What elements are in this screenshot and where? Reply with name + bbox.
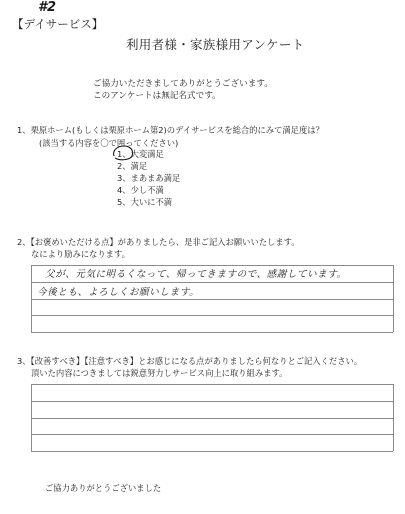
intro-line-2: このアンケートは無記名式です。 bbox=[93, 91, 221, 101]
q1-option-3[interactable]: 3、まあまあ満足 bbox=[117, 173, 181, 183]
q2-answer-text-2: 今後とも、よろしくお願いします。 bbox=[37, 287, 200, 298]
q1-instruction: (該当する内容を〇で囲ってください) bbox=[39, 138, 179, 148]
q1-question: 1、栗原ホーム(もしくは栗原ホーム第2)のデイサービスを総合的にみて満足度は？ bbox=[17, 125, 324, 135]
q3-subtext: 頂いた内容につきましては鋭意努力しサービス向上に取り組みます。 bbox=[31, 368, 288, 378]
q3-answer-line bbox=[31, 434, 393, 435]
intro-line-1: ご協力いただきましてありがとうございます。 bbox=[93, 79, 273, 89]
q2-question: 2、【お褒めいただける点】がありましたら、是非ご記入お願いいたします。 bbox=[17, 237, 300, 247]
handwritten-number-mark: #2 bbox=[38, 0, 57, 15]
q1-option-4[interactable]: 4、少し不満 bbox=[117, 185, 164, 195]
q2-answer-text-1: 父が、元気に明るくなって、帰ってきますので、感謝しています。 bbox=[45, 269, 347, 280]
footer-thanks: ご協力ありがとうございました bbox=[45, 483, 162, 493]
q2-answer-line bbox=[31, 332, 393, 333]
q3-answer-border bbox=[31, 384, 32, 451]
q2-answer-border bbox=[393, 265, 394, 332]
q3-answer-line bbox=[31, 418, 393, 419]
q1-option-5[interactable]: 5、大いに不満 bbox=[117, 197, 173, 207]
q1-option-1[interactable]: 1、大変満足 bbox=[117, 149, 164, 159]
q2-answer-line bbox=[31, 315, 393, 316]
q1-option-2[interactable]: 2、満足 bbox=[117, 161, 148, 171]
q2-answer-border bbox=[31, 265, 32, 332]
q3-answer-line bbox=[31, 401, 393, 402]
q3-question: 3、【改善すべき】【注意すべき】とお感じになる点がありましたら何なりとご記入ください。 bbox=[17, 356, 363, 366]
category-label: 【デイサービス】 bbox=[12, 17, 104, 31]
page-title: 利用者様・家族様用アンケート bbox=[126, 37, 305, 52]
q3-answer-line bbox=[31, 384, 393, 385]
q2-subtext: なにより励みになります。 bbox=[31, 249, 130, 259]
q2-answer-line bbox=[31, 299, 393, 300]
q3-answer-border bbox=[393, 384, 394, 451]
q3-answer-line bbox=[31, 451, 393, 452]
selection-circle bbox=[110, 144, 136, 162]
q2-answer-line bbox=[31, 282, 393, 283]
